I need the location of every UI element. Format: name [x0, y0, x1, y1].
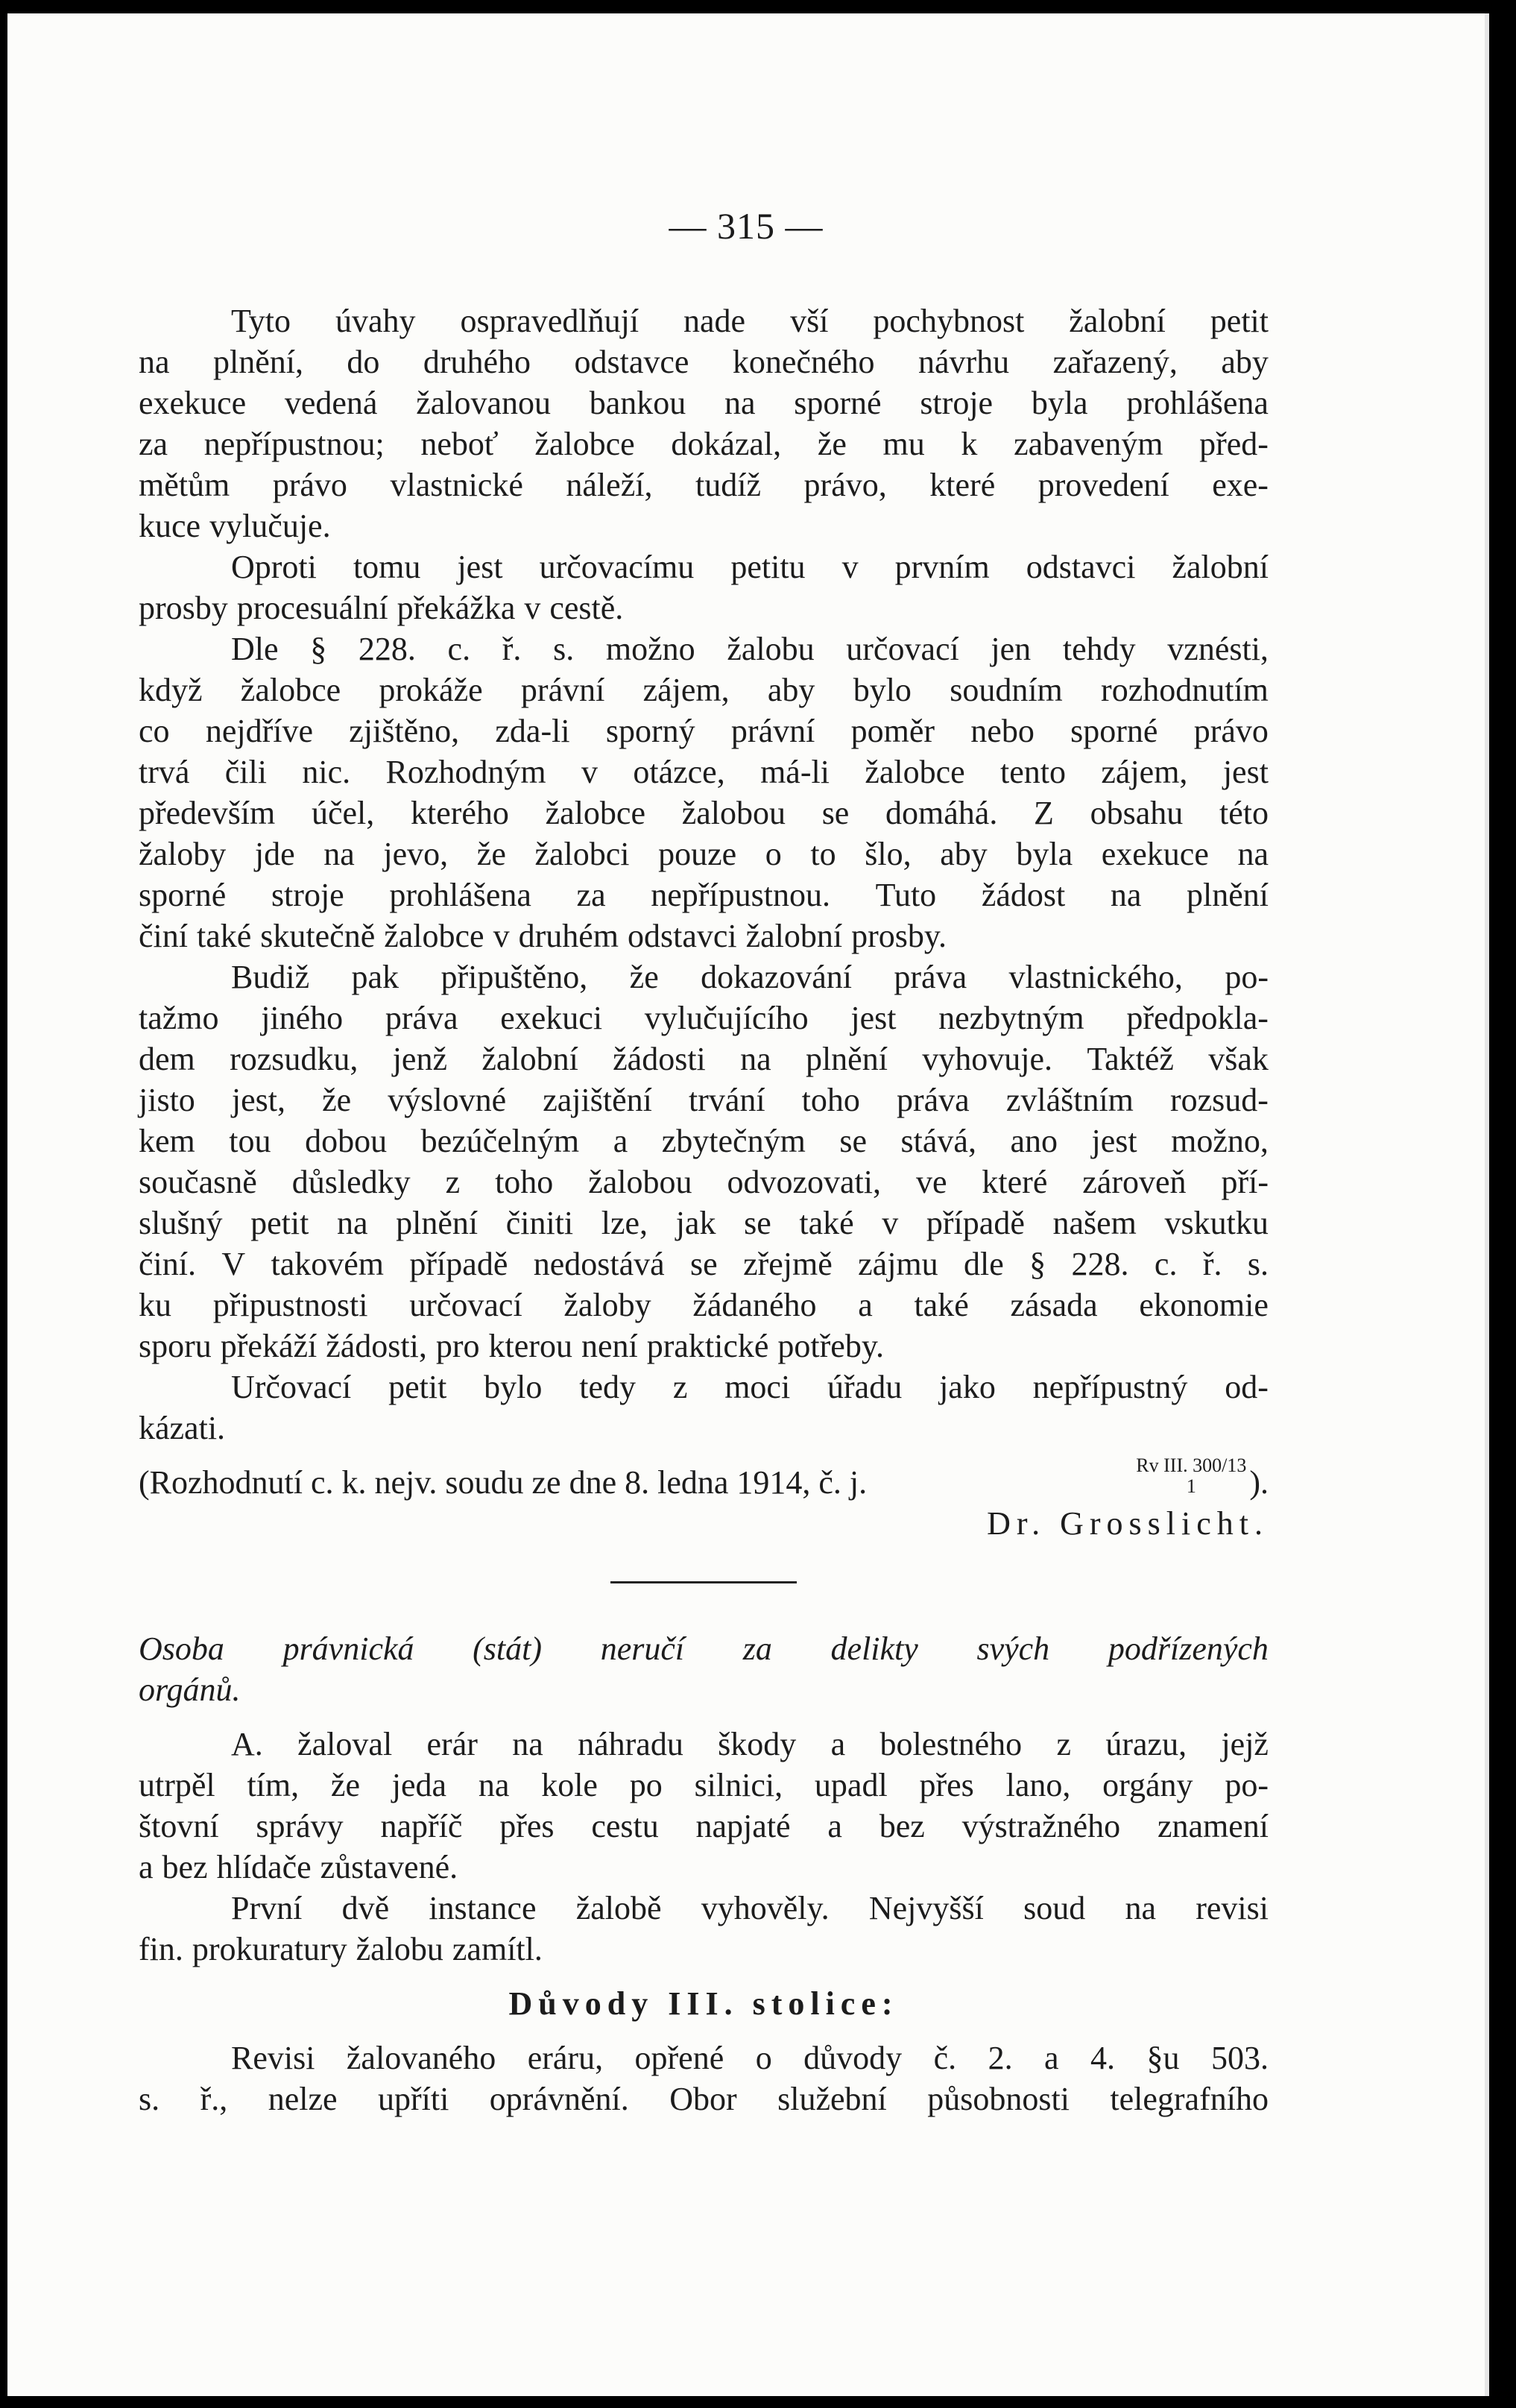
body-text [139, 300, 1269, 2119]
paragraph-8 [139, 2037, 1269, 2119]
citation-close: ). [1249, 1464, 1269, 1501]
paragraph-7 [139, 1888, 1269, 1970]
text-line: především účel, kterého žalobce žalobou se domáhá. Z obsahu této [139, 795, 1269, 831]
text-line: co nejdříve zjištěno, zda-li sporný právní poměr nebo sporné právo [139, 713, 1269, 749]
text-line: na plnění, do druhého odstavce konečného návrhu zařazený, aby [139, 344, 1269, 380]
text-line: sporu překáží žádosti, pro kterou není praktické potřeby. [139, 1328, 884, 1364]
citation-ref [1133, 1454, 1269, 1503]
text-line: Revisi žalovaného eráru, opřené o důvody č. 2. a 4. §u 503. [231, 2040, 1269, 2076]
case-heading [139, 1628, 1269, 1710]
text-line: a bez hlídače zůstavené. [139, 1849, 458, 1885]
text-line: činí. V takovém případě nedostává se zřejmě zájmu dle § 228. c. ř. s. [139, 1246, 1269, 1282]
text-line: tažmo jiného práva exekuci vylučujícího jest nezbytným předpokla- [139, 1000, 1269, 1036]
text-line: současně důsledky z toho žalobou odvozovati, ve které zároveň pří- [139, 1164, 1269, 1200]
text-line: ku připustnosti určovací žaloby žádaného a také zásada ekonomie [139, 1287, 1269, 1323]
text-line: Oproti tomu jest určovacímu petitu v prvním odstavci žalobní [231, 549, 1269, 585]
text-line: za nepřípustnou; neboť žalobce dokázal, že mu k zabaveným před- [139, 426, 1269, 462]
text-line: exekuce vedená žalovanou bankou na sporné stroje byla prohlášena [139, 385, 1269, 421]
text-line: dem rozsudku, jenž žalobní žádosti na plnění vyhovuje. Taktéž však [139, 1041, 1269, 1077]
section-divider [610, 1581, 797, 1583]
text-line: Osoba právnická (stát) neručí za delikty svých podřízených [139, 1630, 1269, 1667]
text-line: První dvě instance žalobě vyhověly. Nejvyšší soud na revisi [231, 1890, 1269, 1926]
paragraph-3 [139, 628, 1269, 956]
text-line: A. žaloval erár na náhradu škody a bolestného z úrazu, jejž [231, 1726, 1269, 1762]
author-signature: Dr. Grosslicht. [987, 1505, 1269, 1542]
text-line: Tyto úvahy ospravedlňují nade vší pochybnost žalobní petit [231, 303, 1269, 339]
section-heading-line [139, 1983, 1269, 2024]
text-line: s. ř., nelze upříti oprávnění. Obor služební působnosti telegrafního [139, 2081, 1269, 2117]
section-heading: Důvody III. stolice: [508, 1985, 899, 2022]
text-line: štovní správy napříč přes cestu napjaté a bez výstražného znamení [139, 1808, 1269, 1844]
text-line: trvá čili nic. Rozhodným v otázce, má-li žalobce tento zájem, jest [139, 754, 1269, 790]
citation-fraction-numerator: Rv III. 300/13 [1136, 1454, 1247, 1476]
citation-fraction-denominator: 1 [1186, 1475, 1196, 1497]
text-line: Určovací petit bylo tedy z moci úřadu jako nepřípustný od- [231, 1369, 1269, 1405]
text-line: Dle § 228. c. ř. s. možno žalobu určovací jen tehdy vznésti, [231, 631, 1269, 667]
citation-fraction [1136, 1455, 1246, 1497]
text-line: mětům právo vlastnické náleží, tudíž právo, které provedení exe- [139, 467, 1269, 503]
text-line: orgánů. [139, 1671, 241, 1708]
author-line [139, 1503, 1269, 1544]
text-line: činí také skutečně žalobce v druhém odstavci žalobní prosby. [139, 918, 947, 954]
text-line: kuce vylučuje. [139, 508, 331, 544]
citation-line [139, 1454, 1269, 1503]
citation-text: (Rozhodnutí c. k. nejv. soudu ze dne 8. ledna 1914, č. j. [139, 1464, 868, 1501]
text-line: Budiž pak připuštěno, že dokazování práva vlastnického, po- [231, 959, 1269, 995]
text-line: kázati. [139, 1410, 226, 1446]
page-number: — 315 — [669, 205, 824, 247]
text-line: utrpěl tím, že jeda na kole po silnici, upadl přes lano, orgány po- [139, 1767, 1269, 1803]
paragraph-5 [139, 1367, 1269, 1449]
paragraph-1 [139, 300, 1269, 546]
paragraph-6 [139, 1724, 1269, 1888]
text-line: když žalobce prokáže právní zájem, aby bylo soudním rozhodnutím [139, 672, 1269, 708]
text-line: jisto jest, že výslovné zajištění trvání toho práva zvláštním rozsud- [139, 1082, 1269, 1118]
text-line: slušný petit na plnění činiti lze, jak se také v případě našem vskutku [139, 1205, 1269, 1241]
text-line: kem tou dobou bezúčelným a zbytečným se stává, ano jest možno, [139, 1123, 1269, 1159]
text-line: žaloby jde na jevo, že žalobci pouze o to šlo, aby byla exekuce na [139, 836, 1269, 872]
text-line: prosby procesuální překážka v cestě. [139, 590, 624, 626]
document-page [7, 13, 1489, 2396]
paragraph-2 [139, 546, 1269, 628]
paragraph-4 [139, 956, 1269, 1367]
text-line: sporné stroje prohlášena za nepřípustnou. Tuto žádost na plnění [139, 877, 1269, 913]
text-line: fin. prokuratury žalobu zamítl. [139, 1931, 543, 1967]
